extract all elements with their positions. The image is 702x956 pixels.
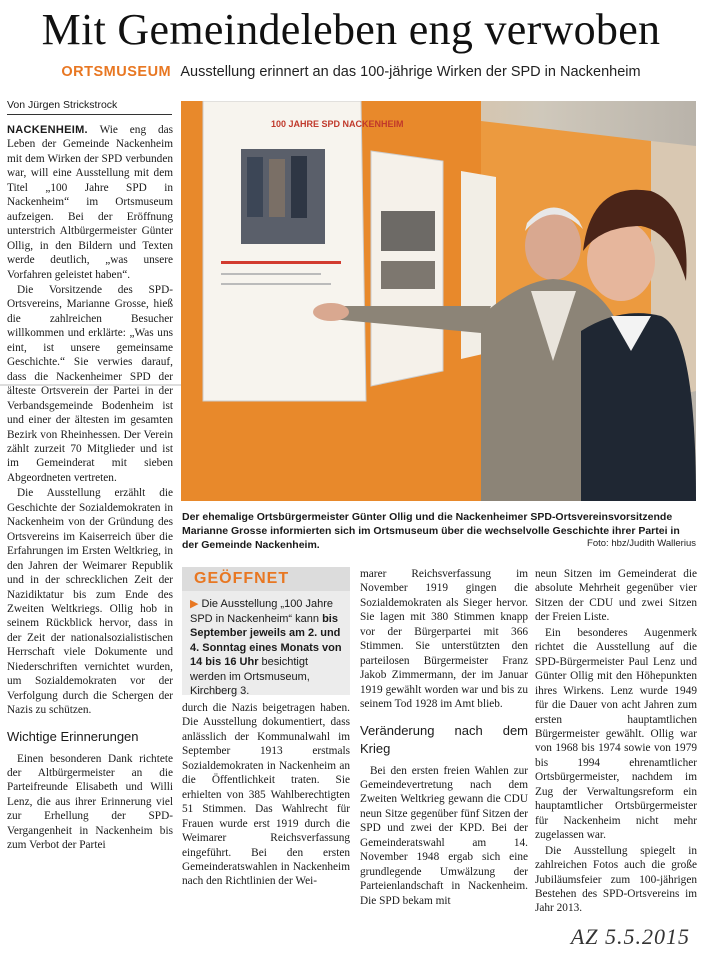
man-hand — [313, 303, 349, 321]
article-column-1 — [7, 123, 173, 943]
photo-caption: Der ehemalige Ortsbürgermeister Günter Ollig und die Nackenheimer SPD-Ortsvereinsvorsitzende Marianne Grosse informierten sich im Ortsmuseum über die wechselvolle Geschichte ihrer Partei in der Gemeinde Nackenheim. — [182, 511, 680, 551]
subhead: Wichtige Erinnerungen — [7, 728, 139, 744]
lead-paragraph — [7, 123, 173, 282]
paragraph: neun Sitzen im Gemeinderat die absolute Mehrheit gegenüber vier Sitzen der CDU und zwei Sitzen der Freien Liste. — [535, 568, 697, 624]
paragraph: Einen besonderen Dank richtete der Altbürgermeister an die Parteifreunde Elisabeth und Willi Lenz, die aus ihrer Erinnerung viel zur Erhellung der SPD-Vergangenheit in Nackenheim bis zum Verbot der Partei — [7, 752, 173, 852]
info-box-text — [190, 597, 342, 699]
article-photo — [181, 101, 696, 501]
poster-line — [221, 261, 341, 264]
article-column-2 — [182, 701, 350, 944]
poster-2-photo — [381, 261, 435, 289]
headline: Mit Gemeindeleben eng verwoben — [41, 5, 661, 54]
paragraph: Die Ausstellung erzählt die Geschichte der Sozialdemokraten in Nackenheim von der Gründung des Ortsvereins im Kaiserreich über die Erfahrungen im Ersten Weltkrieg, in den Jahren der Weimarer Republik und in der schrecklichen Zeit der Nazidiktatur bis zum Ende des Zweiten Weltkriegs. Ollig hob in seinem Rückblick hervor, dass in der Zeit der nationalsozialistischen Herrschaft viele Dokumente und Niederschriften vernichtet wurden, um Sozialdemokraten vor der Verfolgung durch die Schergen der Nazis zu schützen. — [7, 487, 173, 717]
info-box-title: GEÖFFNET — [182, 567, 350, 591]
poster-photo-figure — [291, 156, 307, 218]
paragraph: Ein besonderes Augenmerk richtet die Ausstellung auf die SPD-Bürgermeister Paul Lenz und Günter Ollig mit den Höhepunkten ihres Wirkens. Lenz wurde 1949 für die Dauer von acht Jahren zum ersten hauptamtlichen Bürgermeister gewählt. Ollig war von 1968 bis 1974 sowie von 1979 bis 1994 ehrenamtlicher Ortsbürgermeister, nachdem im Zug der Verwaltungsreform ein hauptamtlicher Ortsbürgermeister für Nackenheim nicht mehr zugelassen war. — [535, 626, 697, 842]
poster-2-photo — [381, 211, 435, 251]
scan-artifact — [0, 384, 181, 386]
woman-jacket — [581, 313, 696, 501]
info-text-part: besichtigt werden im Ortsmuseum, Kirchberg 3. — [190, 656, 310, 697]
subheadline — [0, 62, 702, 82]
kicker: ORTSMUSEUM — [61, 64, 172, 80]
info-text-part: Die Ausstellung „100 Jahre SPD in Nackenheim“ kann — [190, 598, 333, 625]
article-column-4 — [535, 567, 697, 947]
photo-illustration — [181, 101, 696, 501]
handwritten-note: AZ 5.5.2015 — [570, 924, 690, 949]
paragraph: Die Vorsitzende des SPD-Ortsvereins, Marianne Grosse, hieß die zahlreichen Besucher willkommen und erklärte: „Was uns eint, ist unsere gemeinsame Geschichte.“ Sie verwies darauf, dass die Nackenheimer SPD der älteste Ortsverein der Partei in der Verbandsgemeinde Bodenheim ist und einer der ältesten im gesamten Bezirk von Rheinhessen. Der Verein zählt zurzeit 70 Mitglieder und ist im Gemeinderat mit sieben Abgeordneten vertreten. — [7, 283, 173, 484]
deck: Ausstellung erinnert an das 100-jährige Wirken der SPD in Nackenheim — [180, 64, 641, 80]
photo-credit: Foto: hbz/Judith Wallerius — [587, 538, 696, 549]
info-text-bold: bis September jeweils am 2. und 4. Sonntag eines Monats von 14 bis 16 Uhr — [190, 612, 342, 668]
triangle-icon: ▶ — [190, 598, 199, 610]
lead-text: Wie eng das Leben der Gemeinde Nackenheim mit dem Wirken der SPD verbunden war, will eine Ausstellung mit dem Titel „100 Jahre SPD in Nackenheim“ im Ortsmuseum aufzeigen. Bei der Eröffnung unterstrich Altbürgermeister Günter Ollig, in den Bildern und Texten werde deutlich, „was unsere Vorfahren geleistet haben“. — [7, 124, 174, 281]
info-box — [182, 567, 350, 695]
dateline: NACKENHEIM. — [7, 124, 88, 136]
byline-rule — [7, 114, 172, 115]
paragraph: Bei den ersten freien Wahlen zur Gemeindevertretung nach dem Zweiten Weltkrieg gewann die CDU neun Sitze gegenüber fünf Sitzen der SPD und zwei der KPD. Bei der Gemeinderatswahl am 14. November 1948 ergab sich eine grundlegende Umwälzung der Parteienlandschaft in Nackenheim. Die SPD bekam mit — [360, 764, 528, 907]
poster-photo-figure — [247, 157, 263, 217]
article-column-3 — [360, 567, 528, 947]
poster-line — [221, 283, 331, 285]
poster-photo-figure — [269, 159, 285, 217]
paragraph: marer Reichsverfassung im November 1919 gingen die Sozialdemokraten als Sieger hervor. Sie lagen mit 380 Stimmen knapp vor der Bürgerpartei mit 366 Stimmen. Sie unterstützten den parteilosen Bürgermeister Franz Jakob Zimmermann, der im Januar 1919 gewählt worden war und bis zu seinem Tod 1928 im Amt blieb. — [360, 568, 528, 711]
poster-1 — [203, 101, 366, 401]
poster-line — [221, 273, 321, 275]
paragraph: Die Ausstellung spiegelt in zahlreichen Fotos auch die große Jubiläumsfeier zum 100-jährigen Bestehen des SPD-Ortsvereins im Jahr 2013. — [535, 844, 697, 915]
subhead: Veränderung nach dem Krieg — [360, 722, 528, 756]
paragraph: durch die Nazis beigetragen haben. Die Ausstellung dokumentiert, dass anlässlich der Kommunalwahl im September 1913 erstmals Sozialdemokraten in Nackenheim an die Öffentlichkeit traten. Sie erhielten von 385 Wahlberechtigten 51 Stimmen. Das Wahlrecht für Frauen wurde erst 1919 durch die Weimarer Reichsverfassung eingeführt. Bei den ersten Gemeinderatswahlen in Nackenheim nach den Richtlinien der Wei- — [182, 702, 350, 888]
byline: Von Jürgen Strickstrock — [7, 99, 118, 111]
poster-title: 100 JAHRE SPD NACKENHEIM — [271, 119, 404, 129]
